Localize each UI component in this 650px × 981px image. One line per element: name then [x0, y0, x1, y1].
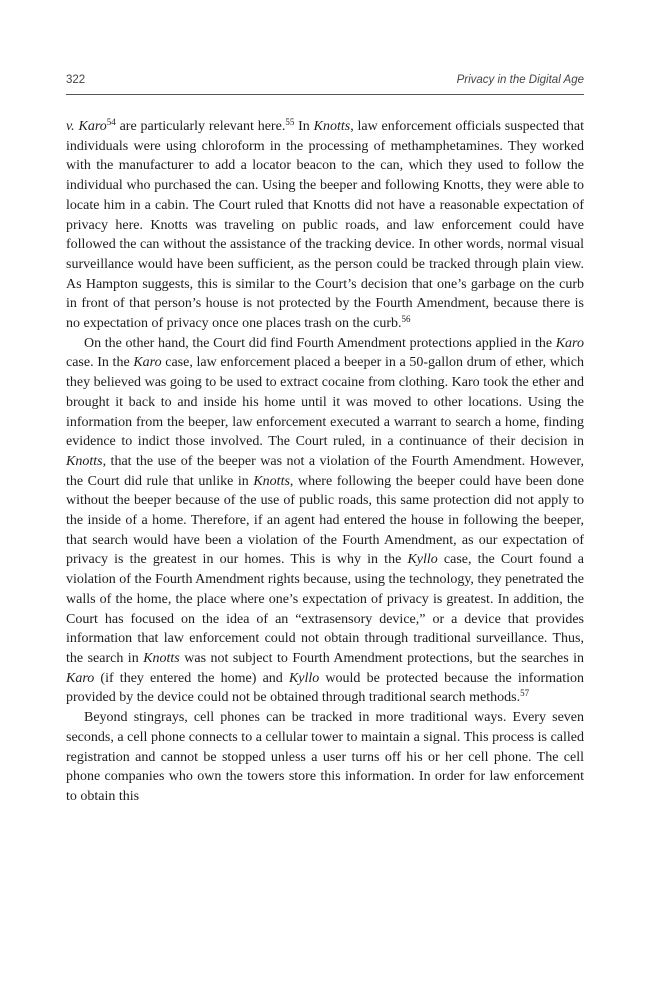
text-run: case. In the — [66, 355, 134, 371]
text-run: would be protected because the information provided by the device could not be obtained through traditional search methods. — [66, 670, 584, 706]
page-number: 322 — [66, 74, 86, 86]
case-name: Karo — [66, 670, 95, 686]
case-name: Knotts — [253, 473, 290, 489]
paragraph-3 — [66, 708, 584, 807]
header-rule — [66, 94, 584, 95]
text-run: , where following the beeper could have been done without the beeper because of the use of public roads, this same protection did not apply to the inside of a home. Therefore, if an agent had entered the house in following the beeper, that search would have been a violation of the Fourth Amendment, as our expectation of privacy is the greatest in our homes. This is why in the — [66, 473, 584, 568]
text-run: On the other hand, the Court did find Fourth Amendment protections applied in the — [84, 335, 556, 351]
running-header — [66, 74, 584, 90]
footnote-ref-55: 55 — [285, 117, 295, 127]
case-name: Karo — [133, 355, 162, 371]
case-name: v. Karo — [66, 119, 107, 134]
case-name: Knotts — [143, 650, 180, 666]
text-run: Beyond stingrays, cell phones can be tracked in more traditional ways. Every seven seconds, a cell phone connects to a cellular tower to maintain a signal. This process is called registration and cannot be stopped unless a user turns off his or her cell phone. The cell phone companies who own the towers store this information. In order for law enforcement to obtain this — [66, 710, 584, 804]
text-run: was not subject to Fourth Amendment protections, but the searches in — [179, 650, 585, 666]
text-run: In — [294, 119, 314, 134]
text-run: case, the Court found a violation of the Fourth Amendment rights because, using the technology, they penetrated the walls of the home, the place where one’s expectation of privacy is greatest. In addition, the Court has focused on the idea of an “extrasensory device,” or a device that provides information that law enforcement could not obtain through traditional surveillance. Thus, the search in — [66, 552, 584, 666]
paragraph-2 — [66, 334, 584, 708]
paragraph-1 — [66, 117, 584, 334]
footnote-ref-54: 54 — [106, 117, 116, 127]
case-name: Knotts — [66, 453, 103, 469]
text-run: (if they entered the home) and — [94, 670, 289, 686]
case-name: Knotts — [313, 119, 351, 134]
case-name: Kyllo — [407, 552, 438, 568]
text-run: case, law enforcement placed a beeper in a 50-gallon drum of ether, which they believed was going to be used to extract cocaine from clothing. Karo took the ether and brought it back to and inside his home until it was moved to other locations. Using the information from the beeper, law enforcement executed a warrant to search a home, finding evidence to indict those involved. The Court ruled, in a continuance of their decision in — [66, 355, 584, 450]
text-run: , law enforcement officials suspected that individuals were using chloroform in the processing of methamphetamines. They worked with the manufacturer to add a locator beacon to the can, which they used to follow the individual who purchased the can. Using the beeper and following Knotts, they were able to locate him in a cabin. The Court ruled that Knotts did not have a reasonable expectation of privacy here. Knotts was traveling on public roads, and law enforcement could have followed the can without the assistance of the tracking device. In other words, normal visual surveillance would have been sufficient, as the person could be tracked through plain view. As Hampton suggests, this is similar to the Court’s decision that one’s garbage on the curb in front of that person’s house is not protected by the Fourth Amendment, because there is no expectation of privacy once one places trash on the curb. — [66, 119, 584, 332]
footnote-ref-57: 57 — [520, 688, 530, 699]
running-title: Privacy in the Digital Age — [456, 74, 584, 86]
case-name: Kyllo — [288, 670, 320, 686]
text-run: are particularly relevant here. — [115, 119, 286, 134]
text-run: , that the use of the beeper was not a violation of the Fourth Amendment. However, the Court did rule that unlike in — [66, 453, 584, 489]
footnote-ref-56: 56 — [401, 314, 411, 325]
body-text — [66, 117, 584, 807]
case-name: Karo — [555, 335, 584, 351]
